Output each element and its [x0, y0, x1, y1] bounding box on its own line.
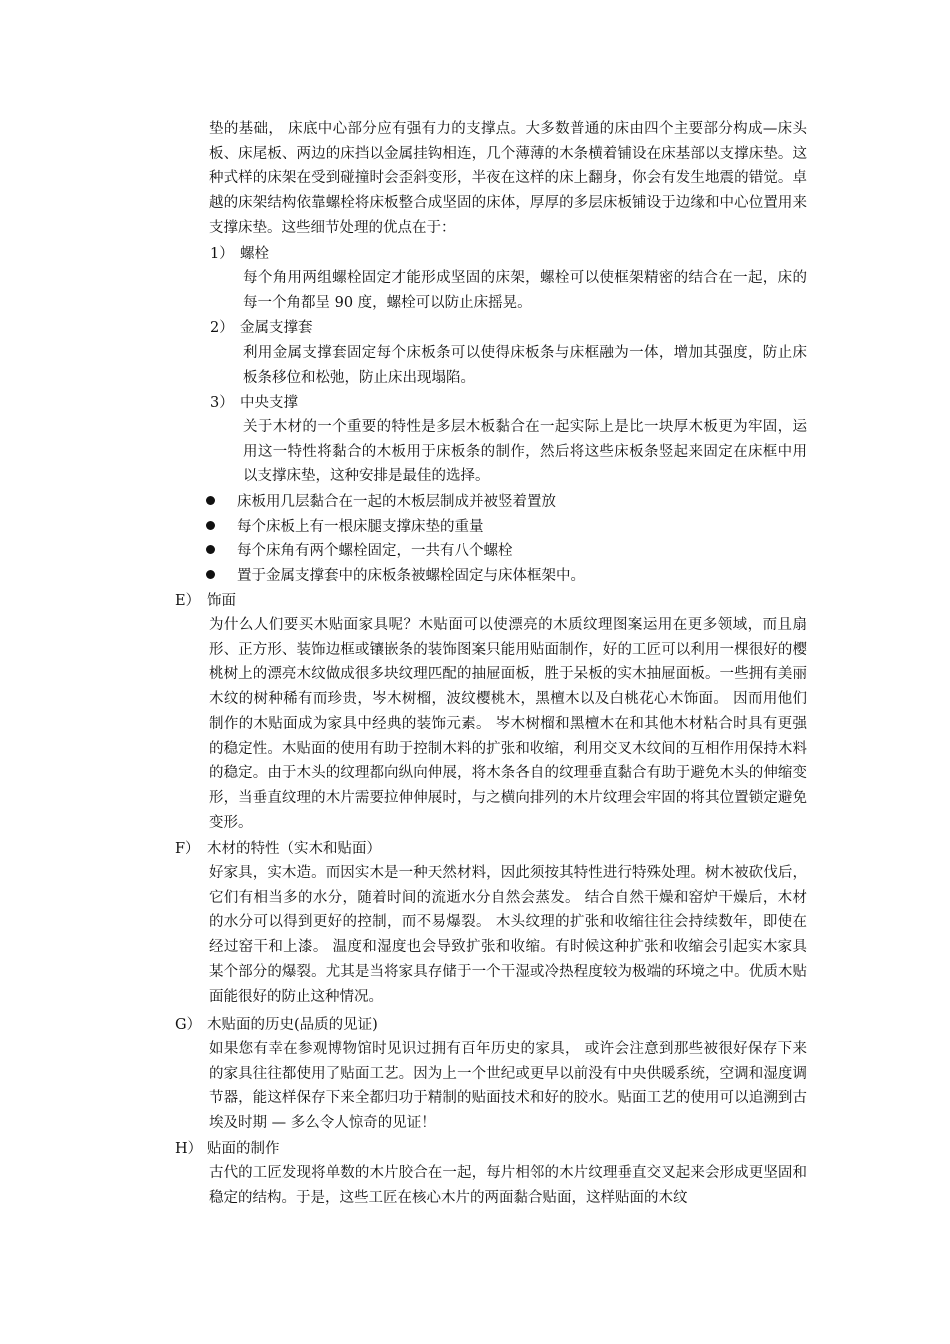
section-body-veneer-history: 如果您有幸在参观博物馆时见识过拥有百年历史的家具， 或许会注意到那些被很好保存下来的家具往往都使用了贴面工艺。因为上一个世纪或更早以前没有中央供暖系统，空调和湿度调节器，能这样保存下来全都归功于精制的贴面技术和好的胶水。贴面工艺的使用可以追溯到古埃及时期 — 多么令人惊奇的见证！ — [209, 1041, 807, 1132]
section-heading-veneer-making — [175, 1137, 280, 1162]
section-title: 木贴面的历史(品质的见证) — [207, 1017, 378, 1033]
item-number: 2） — [210, 320, 234, 336]
bullet-item — [206, 539, 513, 564]
bullet-text: 每个床角有两个螺栓固定，一共有八个螺栓 — [237, 543, 513, 559]
section-letter: H） — [175, 1141, 203, 1157]
bullet-dot-icon — [206, 496, 215, 505]
item-heading-bolt — [210, 242, 269, 267]
section-heading-wood-properties — [175, 837, 381, 862]
item-heading-center-support — [210, 391, 298, 416]
bullet-dot-icon — [206, 570, 215, 579]
item-title: 螺栓 — [240, 246, 269, 262]
item-body-center-support: 关于木材的一个重要的特性是多层木板黏合在一起实际上是比一块厚木板更为牢固，运用这一特性将黏合的木板用于床板条的制作，然后将这些床板条竖起来固定在床框中用以支撑床垫，这种安排是最佳的选择。 — [243, 419, 807, 485]
section-letter: G） — [175, 1017, 202, 1033]
bullet-item — [206, 564, 585, 589]
bullet-item — [206, 490, 556, 515]
item-body-bolt: 每个角用两组螺栓固定才能形成坚固的床架，螺栓可以使框架精密的结合在一起，床的每一个角都呈 90 度，螺栓可以防止床摇晃。 — [243, 270, 807, 311]
bullet-text: 每个床板上有一根床腿支撑床垫的重量 — [237, 519, 484, 535]
item-number: 3） — [210, 395, 234, 411]
section-heading-veneer — [175, 589, 236, 614]
item-heading-metal-sleeve — [210, 316, 313, 341]
bullet-dot-icon — [206, 521, 215, 530]
item-number: 1） — [210, 246, 234, 262]
item-title: 金属支撑套 — [240, 320, 313, 336]
section-body-veneer: 为什么人们要买木贴面家具呢？木贴面可以使漂亮的木质纹理图案运用在更多领域，而且扇形、正方形、装饰边框或镶嵌条的装饰图案只能用贴面制作，好的工匠可以利用一棵很好的樱桃树上的漂亮木纹做成很多块纹理匹配的抽屉面板，胜于呆板的实木抽屉面板。一些拥有美丽木纹的树种稀有而珍贵，岑木树榴，波纹樱桃木，黑檀木以及白桃花心木饰面。 因而用他们制作的木贴面成为家具中经典的装饰元素。 岑木树榴和黑檀木在和其他木材粘合时具有更强的稳定性。木贴面的使用有助于控制木料的扩张和收缩，利用交叉木纹间的互相作用保持木料的稳定。由于木头的纹理都向纵向伸展，将木条各自的纹理垂直黏合有助于避免木头的伸缩变形，当垂直纹理的木片需要拉伸伸展时，与之横向排列的木片纹理会牢固的将其位置锁定避免变形。 — [209, 617, 807, 831]
bullet-dot-icon — [206, 545, 215, 554]
section-title: 饰面 — [207, 593, 236, 609]
intro-paragraph: 垫的基础， 床底中心部分应有强有力的支撑点。大多数普通的床由四个主要部分构成—床头板、床尾板、两边的床挡以金属挂钩相连，几个薄薄的木条横着铺设在床基部以支撑床垫。这种式样的床架在受到碰撞时会歪斜变形，半夜在这样的床上翻身，你会有发生地震的错觉。卓越的床架结构依靠螺栓将床板整合成坚固的床体，厚厚的多层床板铺设于边缘和中心位置用来支撑床垫。这些细节处理的优点在于： — [209, 121, 807, 236]
section-heading-veneer-history — [175, 1013, 378, 1038]
bullet-text: 床板用几层黏合在一起的木板层制成并被竖着置放 — [237, 494, 556, 510]
item-title: 中央支撑 — [240, 395, 298, 411]
section-letter: F） — [175, 841, 200, 857]
section-letter: E） — [175, 593, 201, 609]
bullet-text: 置于金属支撑套中的床板条被螺栓固定与床体框架中。 — [237, 568, 585, 584]
section-title: 贴面的制作 — [207, 1141, 280, 1157]
item-body-metal-sleeve: 利用金属支撑套固定每个床板条可以使得床板条与床框融为一体，增加其强度，防止床板条移位和松弛，防止床出现塌陷。 — [243, 345, 807, 386]
section-body-veneer-making: 古代的工匠发现将单数的木片胶合在一起，每片相邻的木片纹理垂直交叉起来会形成更坚固和稳定的结构。于是，这些工匠在核心木片的两面黏合贴面，这样贴面的木纹 — [209, 1165, 807, 1206]
bullet-item — [206, 515, 484, 540]
section-body-wood-properties: 好家具，实木造。而因实木是一种天然材料，因此须按其特性进行特殊处理。树木被砍伐后，它们有相当多的水分，随着时间的流逝水分自然会蒸发。 结合自然干燥和窑炉干燥后，木材的水分可以得到更好的控制，而不易爆裂。 木头纹理的扩张和收缩往往会持续数年，即使在经过窑干和上漆。 温度和湿度也会导致扩张和收缩。有时候这种扩张和收缩会引起实木家具某个部分的爆裂。尤其是当将家具存储于一个干湿或冷热程度较为极端的环境之中。优质木贴面能很好的防止这种情况。 — [209, 865, 807, 1005]
section-title: 木材的特性（实木和贴面） — [207, 841, 381, 857]
